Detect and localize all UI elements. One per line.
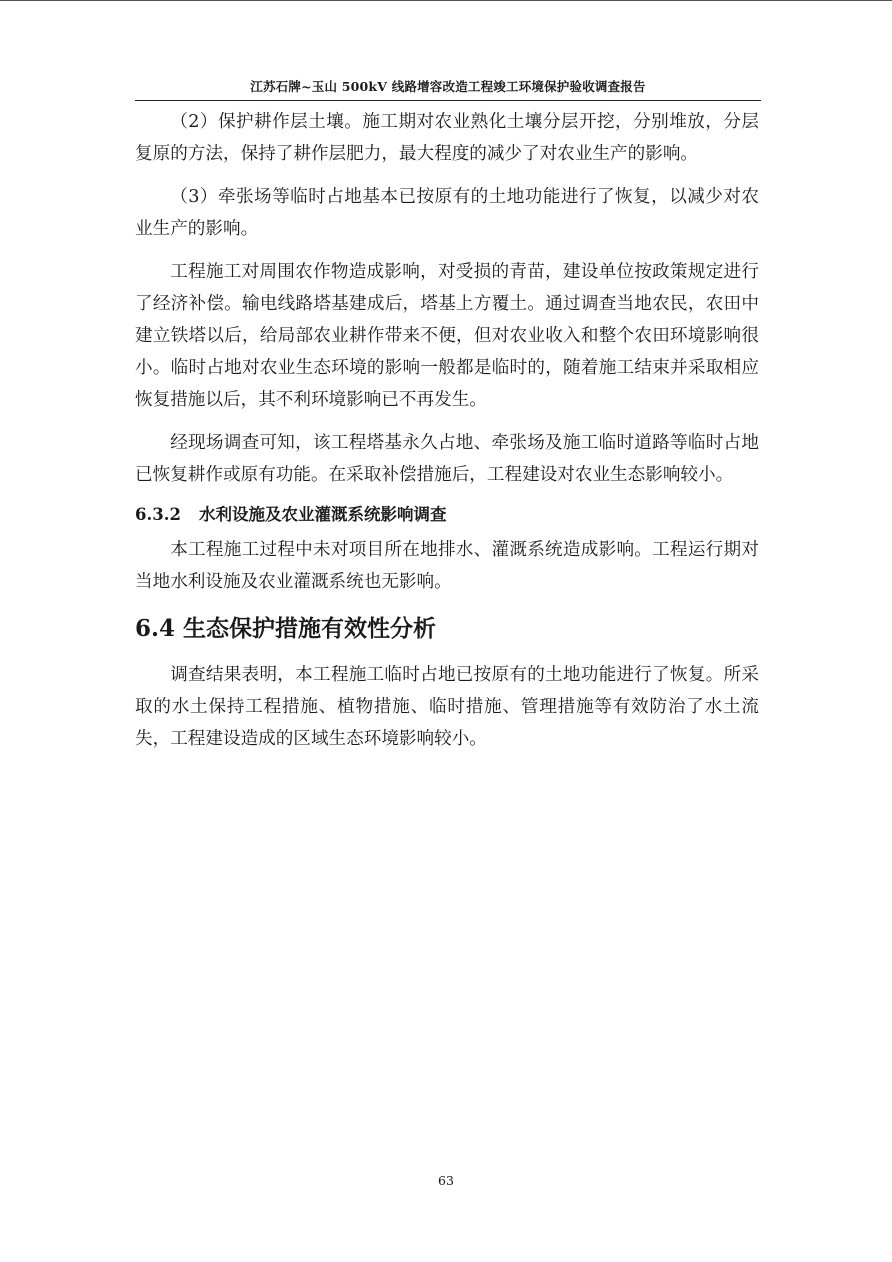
header-title: 江苏石牌~玉山 500kV 线路增容改造工程竣工环境保护验收调查报告 bbox=[250, 79, 646, 94]
section-title: 水利设施及农业灌溉系统影响调查 bbox=[199, 505, 447, 524]
page-top-border bbox=[0, 0, 892, 1]
section-number: 6.3.2 bbox=[135, 505, 181, 524]
page-number-text: 63 bbox=[438, 1173, 454, 1188]
section-heading-6-3-2 bbox=[135, 502, 759, 528]
page-number bbox=[0, 1172, 892, 1190]
running-header bbox=[135, 78, 761, 101]
section-number: 6.4 bbox=[135, 615, 176, 642]
document-body bbox=[135, 106, 759, 766]
section-heading-6-4 bbox=[135, 609, 759, 649]
paragraph-crop-impact: 工程施工对周围农作物造成影响，对受损的青苗，建设单位按政策规定进行了经济补偿。输电线路塔基建成后，塔基上方覆土。通过调查当地农民，农田中建立铁塔以后，给局部农业耕作带来不便，但对农业收入和整个农田环境影响很小。临时占地对农业生态环境的影响一般都是临时的，随着施工结束并采取相应恢复措施以后，其不利环境影响已不再发生。 bbox=[135, 262, 759, 410]
paragraph-irrigation-impact: 本工程施工过程中未对项目所在地排水、灌溉系统造成影响。工程运行期对当地水利设施及农业灌溉系统也无影响。 bbox=[135, 540, 759, 592]
section-title: 生态保护措施有效性分析 bbox=[183, 615, 437, 642]
paragraph-temporary-land-recovery: （3）牵张场等临时占地基本已按原有的土地功能进行了恢复，以减少对农业生产的影响。 bbox=[135, 187, 759, 239]
paragraph-topsoil-protection: （2）保护耕作层土壤。施工期对农业熟化土壤分层开挖，分别堆放，分层复原的方法，保持了耕作层肥力，最大程度的减少了对农业生产的影响。 bbox=[135, 112, 759, 164]
paragraph-site-survey: 经现场调查可知，该工程塔基永久占地、牵张场及施工临时道路等临时占地已恢复耕作或原有功能。在采取补偿措施后，工程建设对农业生态影响较小。 bbox=[135, 433, 759, 485]
paragraph-measures-effectiveness: 调查结果表明，本工程施工临时占地已按原有的土地功能进行了恢复。所采取的水土保持工程措施、植物措施、临时措施、管理措施等有效防治了水土流失，工程建设造成的区域生态环境影响较小。 bbox=[135, 665, 759, 749]
